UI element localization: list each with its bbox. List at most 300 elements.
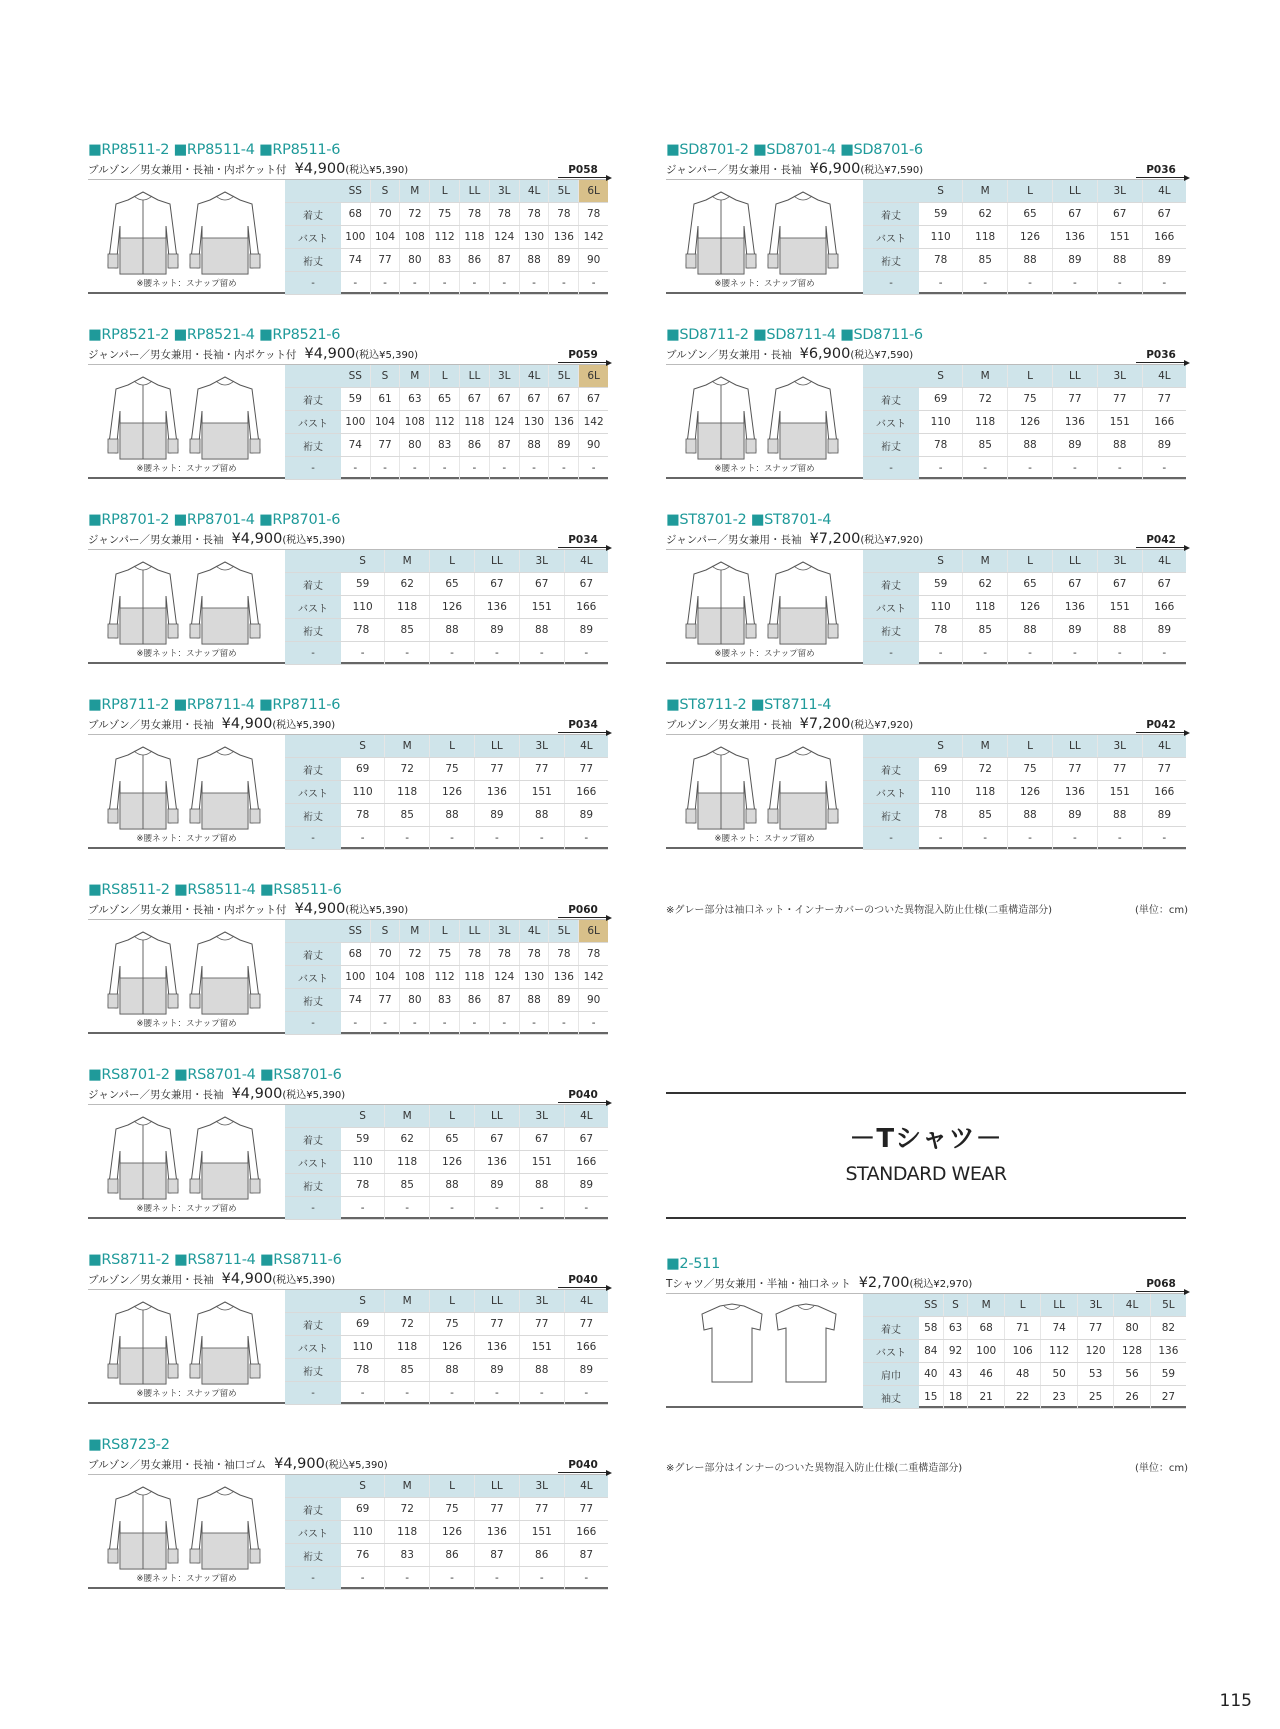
measurement-value: 130 xyxy=(519,411,549,434)
measurement-value: - xyxy=(1142,642,1186,665)
measurement-value: 75 xyxy=(430,1498,475,1521)
measurement-value: 83 xyxy=(385,1544,430,1567)
measurement-value: 67 xyxy=(564,1128,608,1151)
product-price: ¥6,900 xyxy=(799,346,851,362)
measurement-value: 18 xyxy=(943,1386,968,1409)
product-price: ¥4,900 xyxy=(231,531,283,547)
product-tax-price: (税込¥5,390) xyxy=(345,905,409,916)
measurement-row xyxy=(285,619,608,642)
measurement-value: 78 xyxy=(341,804,385,827)
size-header-row xyxy=(285,735,608,758)
page-reference[interactable]: P059 xyxy=(558,349,608,363)
measurement-value: 77 xyxy=(370,989,400,1012)
measurement-value: - xyxy=(1142,457,1186,480)
size-header-cell: S xyxy=(341,1105,385,1128)
size-header-cell: 3L xyxy=(519,550,564,573)
size-header-corner xyxy=(863,735,919,758)
measurement-row xyxy=(285,1359,608,1382)
measurement-value: 110 xyxy=(341,1521,385,1544)
measurement-label: 着丈 xyxy=(285,1128,341,1151)
measurement-value: 86 xyxy=(460,989,490,1012)
product-block xyxy=(88,327,608,512)
measurement-value: 85 xyxy=(385,804,430,827)
measurement-value: 78 xyxy=(341,1174,385,1197)
size-header-cell: M xyxy=(400,365,430,388)
measurement-label: 着丈 xyxy=(863,388,919,411)
size-header-cell: 4L xyxy=(1142,550,1186,573)
measurement-label: 袖丈 xyxy=(863,1386,919,1409)
section-header xyxy=(666,1092,1186,1219)
measurement-value: 112 xyxy=(430,411,460,434)
size-table xyxy=(285,1475,608,1590)
size-header-corner xyxy=(285,1105,341,1128)
product-tax-price: (税込¥7,590) xyxy=(860,165,924,176)
measurement-value: 78 xyxy=(919,434,963,457)
size-header-row xyxy=(285,1105,608,1128)
measurement-value: - xyxy=(1008,642,1053,665)
measurement-value: - xyxy=(474,1567,519,1590)
measurement-value: 142 xyxy=(579,226,608,249)
measurement-value: 75 xyxy=(430,203,460,226)
measurement-value: 88 xyxy=(519,989,549,1012)
measurement-value: 126 xyxy=(430,781,475,804)
size-header-cell: M xyxy=(385,550,430,573)
measurement-value: - xyxy=(341,1567,385,1590)
measurement-value: 67 xyxy=(1142,573,1186,596)
size-header-cell: 4L xyxy=(1142,735,1186,758)
measurement-value: 118 xyxy=(385,1336,430,1359)
measurement-value: 77 xyxy=(519,1313,564,1336)
measurement-value: 59 xyxy=(919,203,963,226)
product-description-line xyxy=(666,1273,1186,1293)
product-description-line xyxy=(666,529,1186,549)
measurement-label: 裄丈 xyxy=(863,619,919,642)
measurement-value: 65 xyxy=(1008,203,1053,226)
measurement-value: 89 xyxy=(564,804,608,827)
measurement-value: 166 xyxy=(564,1521,608,1544)
measurement-value: - xyxy=(430,642,475,665)
measurement-value: 120 xyxy=(1077,1340,1113,1363)
size-header-row xyxy=(285,365,608,388)
measurement-value: 74 xyxy=(341,989,370,1012)
product-description: ジャンパー／男女兼用・長袖 xyxy=(88,1089,224,1101)
measurement-value: - xyxy=(341,272,370,295)
garment-illustration xyxy=(88,920,285,1032)
product-block xyxy=(88,882,608,1067)
product-row xyxy=(88,919,608,1034)
measurement-value: 67 xyxy=(1097,203,1142,226)
product-codes: ■SD8711-2 ■SD8711-4 ■SD8711-6 xyxy=(666,327,923,343)
measurement-row xyxy=(285,1382,608,1405)
measurement-row xyxy=(863,388,1186,411)
measurement-value: 78 xyxy=(460,943,490,966)
size-header-cell: 3L xyxy=(489,365,519,388)
measurement-value: 88 xyxy=(1008,434,1053,457)
size-header-cell: S xyxy=(919,365,963,388)
measurement-value: 67 xyxy=(579,388,608,411)
product-row xyxy=(666,549,1186,664)
garment-illustration xyxy=(666,550,863,662)
page-reference[interactable]: P036 xyxy=(1136,164,1186,178)
measurement-value: 126 xyxy=(430,596,475,619)
product-codes: ■RP8511-2 ■RP8511-4 ■RP8511-6 xyxy=(88,142,341,158)
size-header-cell: 3L xyxy=(1097,365,1142,388)
measurement-value: 106 xyxy=(1004,1340,1040,1363)
measurement-row xyxy=(863,1340,1186,1363)
measurement-value: 166 xyxy=(1142,781,1186,804)
measurement-label: 裄丈 xyxy=(285,1174,341,1197)
measurement-row xyxy=(285,781,608,804)
measurement-label: - xyxy=(285,1012,341,1035)
measurement-value: 104 xyxy=(370,226,400,249)
measurement-row xyxy=(863,804,1186,827)
measurement-value: 136 xyxy=(549,411,579,434)
measurement-value: 87 xyxy=(489,434,519,457)
measurement-value: 72 xyxy=(385,758,430,781)
measurement-value: 78 xyxy=(579,943,608,966)
measurement-value: 65 xyxy=(430,573,475,596)
product-price: ¥4,900 xyxy=(231,1086,283,1102)
page-reference[interactable]: P034 xyxy=(558,719,608,733)
size-header-cell: 5L xyxy=(549,920,579,943)
size-header-cell: SS xyxy=(341,365,370,388)
measurement-value: 75 xyxy=(430,1313,475,1336)
size-header-cell: 3L xyxy=(1097,550,1142,573)
measurement-label: バスト xyxy=(285,596,341,619)
size-header-cell: M xyxy=(968,1294,1004,1317)
product-description-line xyxy=(88,1084,608,1104)
measurement-label: 着丈 xyxy=(285,1498,341,1521)
measurement-value: 88 xyxy=(519,804,564,827)
measurement-value: 89 xyxy=(549,249,579,272)
measurement-value: 118 xyxy=(385,1151,430,1174)
measurement-value: 104 xyxy=(370,966,400,989)
measurement-value: 77 xyxy=(474,1498,519,1521)
measurement-value: 136 xyxy=(549,226,579,249)
size-header-cell: S xyxy=(341,1290,385,1313)
size-header-corner xyxy=(285,1475,341,1498)
product-description: ブルゾン／男女兼用・長袖 xyxy=(666,349,792,361)
measurement-label: 裄丈 xyxy=(863,434,919,457)
size-header-cell: M xyxy=(963,365,1008,388)
size-header-cell: LL xyxy=(460,180,490,203)
product-price: ¥6,900 xyxy=(809,161,861,177)
product-row xyxy=(88,549,608,664)
measurement-value: 77 xyxy=(564,1313,608,1336)
measurement-value: 53 xyxy=(1077,1363,1113,1386)
garment-illustration xyxy=(88,180,285,292)
measurement-row xyxy=(863,272,1186,295)
product-description: ジャンパー／男女兼用・長袖 xyxy=(88,534,224,546)
size-header-cell: L xyxy=(1004,1294,1040,1317)
measurement-label: バスト xyxy=(285,1151,341,1174)
measurement-label: 着丈 xyxy=(285,573,341,596)
page-reference[interactable]: P040 xyxy=(558,1274,608,1288)
size-header-cell: 4L xyxy=(1114,1294,1150,1317)
size-header-cell: LL xyxy=(474,735,519,758)
measurement-value: 77 xyxy=(1052,758,1097,781)
measurement-value: - xyxy=(385,1382,430,1405)
product-description: ジャンパー／男女兼用・長袖 xyxy=(666,164,802,176)
measurement-value: 77 xyxy=(519,758,564,781)
measurement-value: 88 xyxy=(430,1174,475,1197)
measurement-value: 151 xyxy=(519,1521,564,1544)
measurement-value: 77 xyxy=(1052,388,1097,411)
measurement-value: 151 xyxy=(519,1336,564,1359)
page-reference[interactable]: P068 xyxy=(1136,1278,1186,1292)
measurement-value: 118 xyxy=(963,781,1008,804)
size-header-cell: L xyxy=(430,1290,475,1313)
measurement-value: - xyxy=(370,272,400,295)
measurement-label: 着丈 xyxy=(863,203,919,226)
measurement-value: 68 xyxy=(341,943,370,966)
measurement-row xyxy=(863,457,1186,480)
measurement-value: 78 xyxy=(519,203,549,226)
product-description: ジャンパー／男女兼用・長袖 xyxy=(666,534,802,546)
size-header-cell: 3L xyxy=(519,1475,564,1498)
product-tax-price: (税込¥5,390) xyxy=(272,1275,336,1286)
measurement-value: 83 xyxy=(430,434,460,457)
measurement-value: 88 xyxy=(1097,804,1142,827)
measurement-value: 67 xyxy=(549,388,579,411)
size-header-corner xyxy=(285,1290,341,1313)
product-block xyxy=(88,1437,608,1622)
page-reference[interactable]: P034 xyxy=(558,534,608,548)
product-codes: ■RS8711-2 ■RS8711-4 ■RS8711-6 xyxy=(88,1252,342,1268)
measurement-row xyxy=(285,272,608,295)
measurement-row xyxy=(285,249,608,272)
size-header-cell: LL xyxy=(1052,550,1097,573)
measurement-value: 70 xyxy=(370,943,400,966)
measurement-value: - xyxy=(919,272,963,295)
size-header-cell: 4L xyxy=(519,365,549,388)
measurement-value: 77 xyxy=(1142,758,1186,781)
measurement-value: 77 xyxy=(1097,758,1142,781)
size-header-cell: 3L xyxy=(489,180,519,203)
size-header-cell: 4L xyxy=(564,735,608,758)
measurement-value: 58 xyxy=(919,1317,943,1340)
size-header-cell: 3L xyxy=(1097,180,1142,203)
measurement-value: 85 xyxy=(963,619,1008,642)
measurement-value: 77 xyxy=(1077,1317,1113,1340)
size-header-corner xyxy=(285,735,341,758)
size-header-corner xyxy=(863,180,919,203)
measurement-value: - xyxy=(474,642,519,665)
measurement-value: - xyxy=(919,827,963,850)
measurement-value: 118 xyxy=(385,781,430,804)
measurement-value: 86 xyxy=(460,249,490,272)
measurement-value: 43 xyxy=(943,1363,968,1386)
size-header-cell: L xyxy=(430,735,475,758)
page-reference[interactable]: P042 xyxy=(1136,719,1186,733)
measurement-row xyxy=(285,827,608,850)
product-description: ブルゾン／男女兼用・長袖・内ポケット付 xyxy=(88,164,287,176)
measurement-value: 77 xyxy=(1142,388,1186,411)
product-block xyxy=(666,327,1186,512)
measurement-value: - xyxy=(460,457,490,480)
measurement-row xyxy=(285,989,608,1012)
measurement-value: 166 xyxy=(1142,226,1186,249)
measurement-value: 136 xyxy=(474,1521,519,1544)
measurement-value: 74 xyxy=(1041,1317,1077,1340)
measurement-value: 130 xyxy=(519,226,549,249)
product-codes: ■RS8701-2 ■RS8701-4 ■RS8701-6 xyxy=(88,1067,342,1083)
measurement-value: 108 xyxy=(400,966,430,989)
measurement-value: 67 xyxy=(1097,573,1142,596)
measurement-value: - xyxy=(430,272,460,295)
waist-net-note: ※腰ネット：スナップ留め xyxy=(136,834,237,844)
product-tax-price: (税込¥5,390) xyxy=(355,350,419,361)
size-header-cell: LL xyxy=(1052,735,1097,758)
measurement-value: - xyxy=(564,827,608,850)
measurement-value: 61 xyxy=(370,388,400,411)
size-header-cell: M xyxy=(385,1105,430,1128)
measurement-row xyxy=(285,1544,608,1567)
measurement-value: 67 xyxy=(474,1128,519,1151)
measurement-value: 77 xyxy=(564,758,608,781)
measurement-label: 裄丈 xyxy=(285,619,341,642)
waist-net-note: ※腰ネット：スナップ留め xyxy=(714,464,815,474)
measurement-value: - xyxy=(519,272,549,295)
product-row xyxy=(88,179,608,294)
measurement-value: 100 xyxy=(341,226,370,249)
measurement-value: - xyxy=(919,457,963,480)
measurement-label: バスト xyxy=(863,781,919,804)
product-price: ¥4,900 xyxy=(221,1271,273,1287)
measurement-label: 着丈 xyxy=(285,203,341,226)
measurement-value: 78 xyxy=(579,203,608,226)
measurement-value: 72 xyxy=(400,943,430,966)
measurement-value: 76 xyxy=(341,1544,385,1567)
size-header-cell: 5L xyxy=(1150,1294,1186,1317)
measurement-value: - xyxy=(549,1012,579,1035)
size-header-cell: M xyxy=(385,1290,430,1313)
measurement-value: 100 xyxy=(341,411,370,434)
measurement-value: - xyxy=(579,1012,608,1035)
page-reference[interactable]: P042 xyxy=(1136,534,1186,548)
measurement-row xyxy=(863,596,1186,619)
measurement-label: - xyxy=(285,642,341,665)
measurement-value: 67 xyxy=(460,388,490,411)
measurement-value: 77 xyxy=(1097,388,1142,411)
measurement-value: - xyxy=(489,1012,519,1035)
measurement-value: 69 xyxy=(341,1498,385,1521)
measurement-row xyxy=(863,1386,1186,1409)
page-reference[interactable]: P040 xyxy=(558,1089,608,1103)
product-row xyxy=(88,1104,608,1219)
measurement-value: 59 xyxy=(341,573,385,596)
size-header-cell: 6L xyxy=(579,365,608,388)
product-description-line xyxy=(666,714,1186,734)
product-codes: ■ST8711-2 ■ST8711-4 xyxy=(666,697,832,713)
size-header-cell: L xyxy=(430,180,460,203)
size-header-cell: M xyxy=(400,920,430,943)
measurement-value: 67 xyxy=(564,573,608,596)
size-header-cell: 6L xyxy=(579,920,608,943)
measurement-value: 108 xyxy=(400,226,430,249)
measurement-value: 100 xyxy=(341,966,370,989)
measurement-value: 110 xyxy=(341,1151,385,1174)
measurement-value: 110 xyxy=(341,1336,385,1359)
measurement-value: 126 xyxy=(1008,781,1053,804)
measurement-label: 裄丈 xyxy=(863,804,919,827)
product-description: Tシャツ／男女兼用・半袖・袖口ネット xyxy=(666,1278,851,1290)
measurement-value: 124 xyxy=(489,411,519,434)
measurement-label: バスト xyxy=(863,1340,919,1363)
measurement-row xyxy=(863,1363,1186,1386)
measurement-value: 72 xyxy=(400,203,430,226)
measurement-label: - xyxy=(285,272,341,295)
measurement-value: 77 xyxy=(564,1498,608,1521)
measurement-value: - xyxy=(489,457,519,480)
measurement-value: 67 xyxy=(519,573,564,596)
measurement-value: - xyxy=(564,1382,608,1405)
product-description: ブルゾン／男女兼用・長袖・袖口ゴム xyxy=(88,1459,267,1471)
size-header-row xyxy=(285,550,608,573)
measurement-value: 77 xyxy=(474,758,519,781)
product-description-line xyxy=(666,344,1186,364)
product-row xyxy=(88,1474,608,1589)
measurement-value: 136 xyxy=(1052,596,1097,619)
size-header-row xyxy=(285,1475,608,1498)
page-reference[interactable]: P060 xyxy=(558,904,608,918)
measurement-value: - xyxy=(564,642,608,665)
measurement-row xyxy=(863,642,1186,665)
measurement-value: - xyxy=(579,272,608,295)
product-row xyxy=(666,734,1186,849)
size-header-cell: 3L xyxy=(1077,1294,1113,1317)
product-row xyxy=(88,364,608,479)
measurement-value: 88 xyxy=(519,434,549,457)
measurement-label: バスト xyxy=(285,1336,341,1359)
measurement-value: - xyxy=(430,457,460,480)
size-header-cell: L xyxy=(1008,365,1053,388)
product-row xyxy=(666,179,1186,294)
size-table xyxy=(285,1105,608,1220)
section-subtitle: STANDARD WEAR xyxy=(845,1163,1007,1185)
measurement-label: - xyxy=(285,1567,341,1590)
measurement-label: バスト xyxy=(863,596,919,619)
measurement-value: 77 xyxy=(370,434,400,457)
measurement-value: 118 xyxy=(460,966,490,989)
measurement-value: 87 xyxy=(489,989,519,1012)
measurement-label: バスト xyxy=(863,411,919,434)
measurement-label: バスト xyxy=(285,1521,341,1544)
page-reference[interactable]: P058 xyxy=(558,164,608,178)
page-reference[interactable]: P036 xyxy=(1136,349,1186,363)
garment-illustration xyxy=(88,365,285,477)
measurement-value: 87 xyxy=(474,1544,519,1567)
measurement-value: 46 xyxy=(968,1363,1004,1386)
measurement-value: 83 xyxy=(430,989,460,1012)
measurement-value: 23 xyxy=(1041,1386,1077,1409)
measurement-value: 126 xyxy=(1008,411,1053,434)
measurement-value: 74 xyxy=(341,434,370,457)
measurement-value: - xyxy=(519,1382,564,1405)
measurement-value: 65 xyxy=(430,388,460,411)
measurement-value: 59 xyxy=(341,388,370,411)
size-table xyxy=(863,1294,1186,1409)
measurement-value: - xyxy=(474,1197,519,1220)
measurement-value: 89 xyxy=(1052,619,1097,642)
page-reference[interactable]: P040 xyxy=(558,1459,608,1473)
garment-illustration xyxy=(88,1105,285,1217)
product-block xyxy=(88,142,608,327)
product-block xyxy=(666,1256,1186,1441)
measurement-label: バスト xyxy=(285,781,341,804)
measurement-label: - xyxy=(863,827,919,850)
measurement-value: - xyxy=(519,1012,549,1035)
